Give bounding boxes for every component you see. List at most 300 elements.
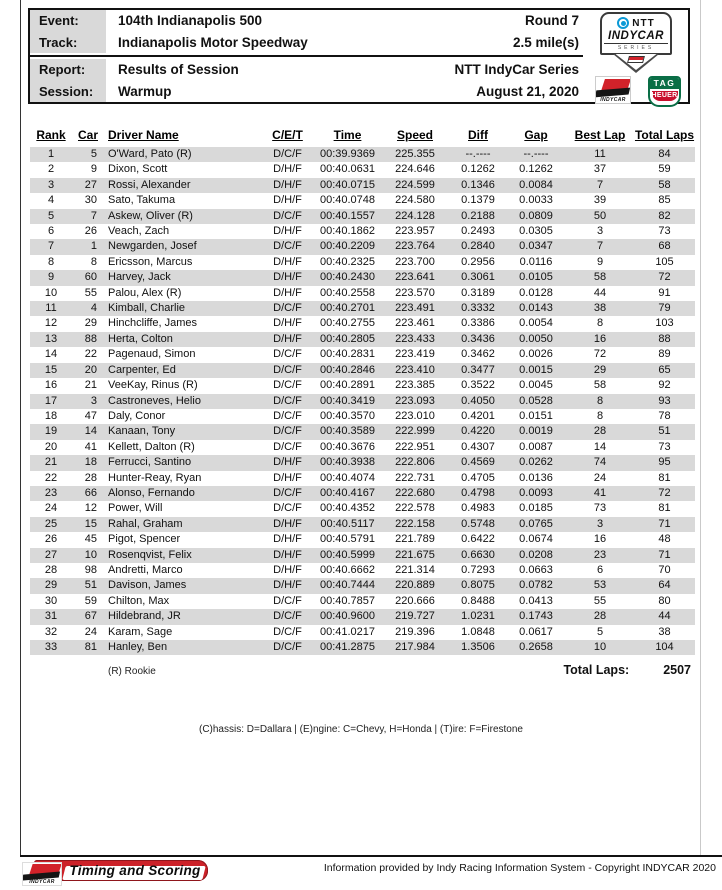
ntt-wordmark: NTT [632,17,655,29]
cell-diff: 0.3061 [450,270,506,285]
col-header-speed: Speed [396,128,433,142]
cell-cet: D/H/F [273,317,302,330]
cell-cet: D/H/F [260,270,315,285]
flag-wordmark: INDYCAR [600,97,626,103]
cell-cet: D/H/F [273,163,302,176]
cell-speed: 223.461 [395,317,435,330]
cell-diff: --.---- [450,147,506,162]
cell-diff: 0.1379 [461,194,495,207]
tag-heuer-logo-icon [648,76,681,107]
table-row [30,409,695,424]
cell-driver-name: Rossi, Alexander [104,178,260,193]
cell-diff: 0.4307 [461,440,495,453]
cell-gap: 0.0045 [519,379,553,392]
cell-diff: 1.0848 [461,625,495,638]
cell-speed: 223.433 [380,332,450,347]
cell-car: 22 [84,348,97,361]
cell-speed: 222.806 [380,455,450,470]
cell-total-laps: 104 [634,640,695,655]
cell-car: 29 [84,317,97,330]
cell-total-laps: 38 [658,625,671,638]
ntt-indycar-series-logo-icon [600,12,672,73]
cell-total-laps: 68 [634,239,695,254]
cell-diff: 0.7293 [461,563,495,576]
cell-diff: 0.4569 [450,455,506,470]
cell-time: 00:40.2325 [319,255,376,268]
table-row [30,147,695,162]
cell-cet: D/C/F [260,147,315,162]
cell-time: 00:40.4352 [319,502,376,515]
cell-gap: 0.1743 [506,609,566,624]
cell-best-lap: 10 [566,640,634,655]
report-value: Results of Session [118,62,239,78]
cell-rank: 14 [44,348,58,361]
cell-best-lap: 24 [593,471,607,484]
cell-total-laps: 91 [658,286,671,299]
cell-cet: D/H/F [260,332,315,347]
cell-diff: 0.1262 [461,163,495,176]
cell-rank: 11 [30,301,72,316]
cell-car: 27 [72,178,104,193]
timing-and-scoring-wordmark: Timing and Scoring [69,863,201,878]
cell-total-laps: 103 [655,317,674,330]
cell-driver-name: Daly, Conor [108,409,166,422]
table-row [30,332,695,347]
cell-cet: D/C/F [260,424,315,439]
cell-driver-name: Karam, Sage [108,625,173,638]
cell-driver-name: Kimball, Charlie [104,301,260,316]
cell-total-laps: 79 [634,301,695,316]
cell-total-laps: 89 [658,348,671,361]
cell-total-laps: 71 [634,517,695,532]
cell-rank: 18 [44,409,58,422]
cell-driver-name: Ericsson, Marcus [108,255,193,268]
cell-cet: D/H/F [260,578,315,593]
cell-best-lap: 7 [566,178,634,193]
cell-diff: 0.4798 [450,486,506,501]
col-header-total-laps: Total Laps [634,128,695,142]
cell-rank: 23 [30,486,72,501]
cell-best-lap: 72 [593,348,607,361]
cell-total-laps: 65 [634,363,695,378]
cell-total-laps: 73 [658,440,671,453]
total-laps-value: 2507 [663,663,691,678]
cell-cet: D/C/F [260,209,315,224]
cell-rank: 21 [30,455,72,470]
cell-total-laps: 51 [634,424,695,439]
cell-gap: 0.0305 [519,225,553,238]
cell-time: 00:40.2558 [319,286,376,299]
cell-total-laps: 92 [658,379,671,392]
indycar-flag-logo-icon [595,76,631,104]
cell-cet: D/C/F [260,609,315,624]
cell-total-laps: 78 [658,409,671,422]
cell-time: 00:40.1557 [315,209,380,224]
cell-car: 4 [72,301,104,316]
cell-time: 00:40.2891 [319,379,376,392]
cell-driver-name: Carpenter, Ed [104,363,260,378]
cell-time: 00:40.4167 [315,486,380,501]
cell-best-lap: 14 [593,440,607,453]
cell-total-laps: 59 [658,163,671,176]
cell-gap: 0.0674 [519,533,553,546]
cell-best-lap: 28 [566,424,634,439]
cell-diff: 0.4705 [461,471,495,484]
col-header-cet: C/E/T [272,128,303,142]
header-divider [30,55,583,57]
cell-car: 15 [72,517,104,532]
cell-cet: D/C/F [273,594,302,607]
cell-diff: 0.3386 [461,317,495,330]
cell-total-laps: 71 [634,548,695,563]
cell-driver-name: O'Ward, Pato (R) [104,147,260,162]
cell-time: 00:40.2805 [315,332,380,347]
cell-driver-name: Pagenaud, Simon [108,348,196,361]
cell-driver-name: Power, Will [108,502,163,515]
cell-driver-name: Veach, Zach [108,225,170,238]
cell-gap: --.---- [506,147,566,162]
cell-car: 60 [72,270,104,285]
track-length-value: 2.5 mile(s) [512,34,579,50]
cell-driver-name: Andretti, Marco [108,563,183,576]
cell-best-lap: 8 [596,409,604,422]
cell-speed: 224.599 [380,178,450,193]
heuer-wordmark: HEUER [651,91,678,99]
cell-time: 00:40.4074 [319,471,376,484]
cell-time: 00:40.1862 [319,225,376,238]
table-row [30,563,695,578]
cell-car: 41 [84,440,97,453]
ntt-logo-shield-top [600,12,672,55]
cell-gap: 0.0019 [506,424,566,439]
cell-car: 26 [84,225,97,238]
cell-best-lap: 73 [593,502,607,515]
cell-cet: D/H/F [273,533,302,546]
cell-diff: 0.3522 [461,379,495,392]
cell-diff: 0.8075 [450,578,506,593]
cell-total-laps: 58 [634,178,695,193]
cell-time: 00:40.3676 [319,440,376,453]
cell-total-laps: 72 [634,486,695,501]
cell-car: 81 [72,640,104,655]
cell-total-laps: 73 [658,225,671,238]
cell-speed: 223.410 [380,363,450,378]
cell-car: 14 [72,424,104,439]
cell-car: 12 [84,502,97,515]
cell-total-laps: 44 [634,609,695,624]
cell-rank: 8 [47,255,55,268]
cell-driver-name: Sato, Takuma [108,194,176,207]
cell-rank: 22 [44,471,58,484]
cell-driver-name: Rahal, Graham [104,517,260,532]
cell-rank: 5 [30,209,72,224]
cell-cet: D/C/F [260,301,315,316]
results-table-section [30,122,695,677]
cell-total-laps: 70 [658,563,671,576]
cell-best-lap: 74 [566,455,634,470]
cell-diff: 0.6422 [461,533,495,546]
cell-cet: D/H/F [273,563,302,576]
cell-time: 00:40.9600 [315,609,380,624]
col-header-car: Car [77,128,98,142]
cell-total-laps: 93 [634,394,695,409]
round-value: Round 7 [525,13,579,29]
cell-car: 28 [84,471,97,484]
cell-car: 67 [72,609,104,624]
cell-total-laps: 95 [634,455,695,470]
cell-best-lap: 6 [596,563,604,576]
ntt-logo-shield-bottom [613,54,659,73]
table-row [30,501,695,516]
col-header-driver-name: Driver Name [108,128,179,142]
cell-rank: 27 [30,548,72,563]
cell-time: 00:40.7444 [315,578,380,593]
series-wordmark: SERIES [617,45,655,51]
cell-rank: 19 [30,424,72,439]
cell-cet: D/C/F [260,363,315,378]
cell-cet: D/C/F [260,640,315,655]
cell-cet: D/C/F [260,394,315,409]
cell-gap: 0.0026 [519,348,553,361]
cell-driver-name: Davison, James [104,578,260,593]
cell-rank: 20 [44,440,58,453]
cell-diff: 0.8488 [461,594,495,607]
table-row [30,517,695,532]
cell-total-laps: 81 [658,471,671,484]
cell-best-lap: 41 [566,486,634,501]
cell-rank: 17 [30,394,72,409]
cell-gap: 0.0128 [519,286,553,299]
track-value: Indianapolis Motor Speedway [118,34,308,50]
cell-cet: D/C/F [273,348,302,361]
cell-car: 10 [72,548,104,563]
table-row [30,239,695,254]
table-row [30,363,695,378]
cell-best-lap: 23 [566,548,634,563]
cell-rank: 9 [30,270,72,285]
cell-rank: 24 [44,502,58,515]
cell-best-lap: 7 [566,239,634,254]
cell-total-laps: 84 [634,147,695,162]
table-row [30,378,695,393]
ntt-swirl-icon [617,17,629,29]
cell-diff: 1.0231 [450,609,506,624]
table-row [30,532,695,547]
chassis-engine-tire-legend: (C)hassis: D=Dallara | (E)ngine: C=Chevy, H=Honda | (T)ire: F=Firestone [198,724,523,735]
total-laps-summary [563,663,695,677]
cell-rank: 1 [30,147,72,162]
cell-rank: 15 [30,363,72,378]
cell-driver-name: Kellett, Dalton (R) [108,440,195,453]
cell-time: 00:40.5999 [315,548,380,563]
col-header-diff: Diff [468,128,488,142]
col-header-rank: Rank [36,128,66,142]
cell-total-laps: 88 [634,332,695,347]
cell-total-laps: 80 [658,594,671,607]
cell-rank: 28 [44,563,58,576]
cell-gap: 0.0084 [506,178,566,193]
cell-speed: 223.641 [380,270,450,285]
table-row [30,640,695,655]
cell-gap: 0.0136 [519,471,553,484]
cell-time: 00:40.3419 [315,394,380,409]
cell-driver-name: Dixon, Scott [108,163,168,176]
cell-total-laps: 48 [658,533,671,546]
cell-total-laps: 72 [634,270,695,285]
ntt-mark [604,17,668,29]
cell-cet: D/H/F [273,225,302,238]
total-laps-label: Total Laps: [563,663,630,678]
cell-rank: 13 [30,332,72,347]
cell-driver-name: Askew, Oliver (R) [104,209,260,224]
table-row [30,286,695,301]
cell-driver-name: Harvey, Jack [104,270,260,285]
cell-best-lap: 16 [566,332,634,347]
cell-gap: 0.2658 [506,640,566,655]
table-row [30,578,695,593]
cell-gap: 0.0015 [506,363,566,378]
cell-total-laps: 85 [658,194,671,207]
event-track-section [30,10,583,53]
cell-speed: 223.419 [395,348,435,361]
cell-best-lap: 37 [593,163,607,176]
cell-car: 5 [72,147,104,162]
cell-driver-name: Pigot, Spencer [108,533,181,546]
table-row [30,255,695,270]
cell-driver-name: Newgarden, Josef [104,239,260,254]
cell-speed: 223.570 [395,286,435,299]
cell-best-lap: 39 [593,194,607,207]
table-row [30,625,695,640]
cell-speed: 222.680 [380,486,450,501]
cell-speed: 221.675 [380,548,450,563]
cell-driver-name: Herta, Colton [104,332,260,347]
cell-gap: 0.0413 [519,594,553,607]
footer-indycar-flag-icon [22,862,62,886]
cell-diff: 0.3436 [450,332,506,347]
cell-speed: 222.158 [380,517,450,532]
table-row [30,455,695,470]
cell-car: 59 [84,594,97,607]
cell-rank: 6 [47,225,55,238]
cell-gap: 0.0663 [519,563,553,576]
cell-rank: 26 [44,533,58,546]
cell-driver-name: Castroneves, Helio [104,394,260,409]
cell-car: 9 [90,163,97,176]
cell-speed: 223.385 [395,379,435,392]
cell-rank: 33 [30,640,72,655]
cell-best-lap: 9 [596,255,604,268]
cell-car: 47 [84,409,97,422]
cell-car: 8 [90,255,97,268]
date-value: August 21, 2020 [476,83,579,99]
cell-driver-name: Hildebrand, JR [104,609,260,624]
flag-wordmark: INDYCAR [29,879,55,885]
cell-diff: 0.4220 [450,424,506,439]
cell-rank: 16 [44,379,58,392]
cell-best-lap: 58 [593,379,607,392]
cell-cet: D/H/F [260,517,315,532]
cell-best-lap: 58 [566,270,634,285]
cell-best-lap: 55 [593,594,607,607]
results-table [30,122,695,655]
cell-speed: 221.789 [395,533,435,546]
cell-rank: 32 [44,625,58,638]
table-row [30,594,695,609]
cell-gap: 0.0208 [506,548,566,563]
cell-speed: 221.314 [395,563,435,576]
cell-speed: 223.491 [380,301,450,316]
cell-gap: 0.0809 [506,209,566,224]
cell-rank: 31 [30,609,72,624]
cell-speed: 222.578 [395,502,435,515]
session-value: Warmup [118,83,172,99]
table-row [30,440,695,455]
cell-time: 00:40.2701 [315,301,380,316]
cell-gap: 0.0765 [506,517,566,532]
cell-cet: D/C/F [273,409,302,422]
cell-diff: 0.2956 [461,255,495,268]
cell-driver-name: VeeKay, Rinus (R) [108,379,198,392]
cell-gap: 0.0151 [519,409,553,422]
cell-speed: 222.999 [380,424,450,439]
cell-time: 00:40.0715 [315,178,380,193]
session-header-box [28,8,690,104]
cell-diff: 0.1346 [450,178,506,193]
cell-best-lap: 3 [566,517,634,532]
table-row [30,316,695,331]
flag-black-shape [595,88,630,98]
cell-cet: D/C/F [260,486,315,501]
cell-speed: 223.764 [380,239,450,254]
cell-time: 00:40.0748 [319,194,376,207]
cell-gap: 0.0093 [506,486,566,501]
cell-rank: 12 [44,317,58,330]
cell-car: 55 [84,286,97,299]
event-value: 104th Indianapolis 500 [118,13,263,29]
cell-speed: 219.396 [395,625,435,638]
cell-gap: 0.0105 [506,270,566,285]
cell-gap: 0.0033 [519,194,553,207]
cell-diff: 0.4983 [461,502,495,515]
cell-driver-name: Kanaan, Tony [104,424,260,439]
cell-gap: 0.0116 [519,255,553,268]
table-row [30,424,695,439]
cell-time: 00:40.2846 [315,363,380,378]
table-row [30,224,695,239]
table-row [30,162,695,177]
cell-gap: 0.0054 [519,317,553,330]
cell-best-lap: 29 [566,363,634,378]
cell-cet: D/C/F [273,502,302,515]
cell-cet: D/H/F [273,194,302,207]
col-header-time: Time [333,128,362,142]
cell-gap: 0.1262 [519,163,553,176]
header-logos [583,10,688,102]
rookie-note: (R) Rookie [108,666,156,678]
cell-speed: 223.957 [395,225,435,238]
cell-driver-name: Hinchcliffe, James [108,317,198,330]
cell-cet: D/H/F [273,255,302,268]
cell-car: 24 [84,625,97,638]
cell-car: 66 [72,486,104,501]
cell-time: 00:40.6662 [319,563,376,576]
cell-total-laps: 64 [634,578,695,593]
cell-gap: 0.0143 [506,301,566,316]
tag-wordmark: TAG [650,78,679,89]
cell-best-lap: 8 [596,317,604,330]
cell-time: 00:39.9369 [315,147,380,162]
